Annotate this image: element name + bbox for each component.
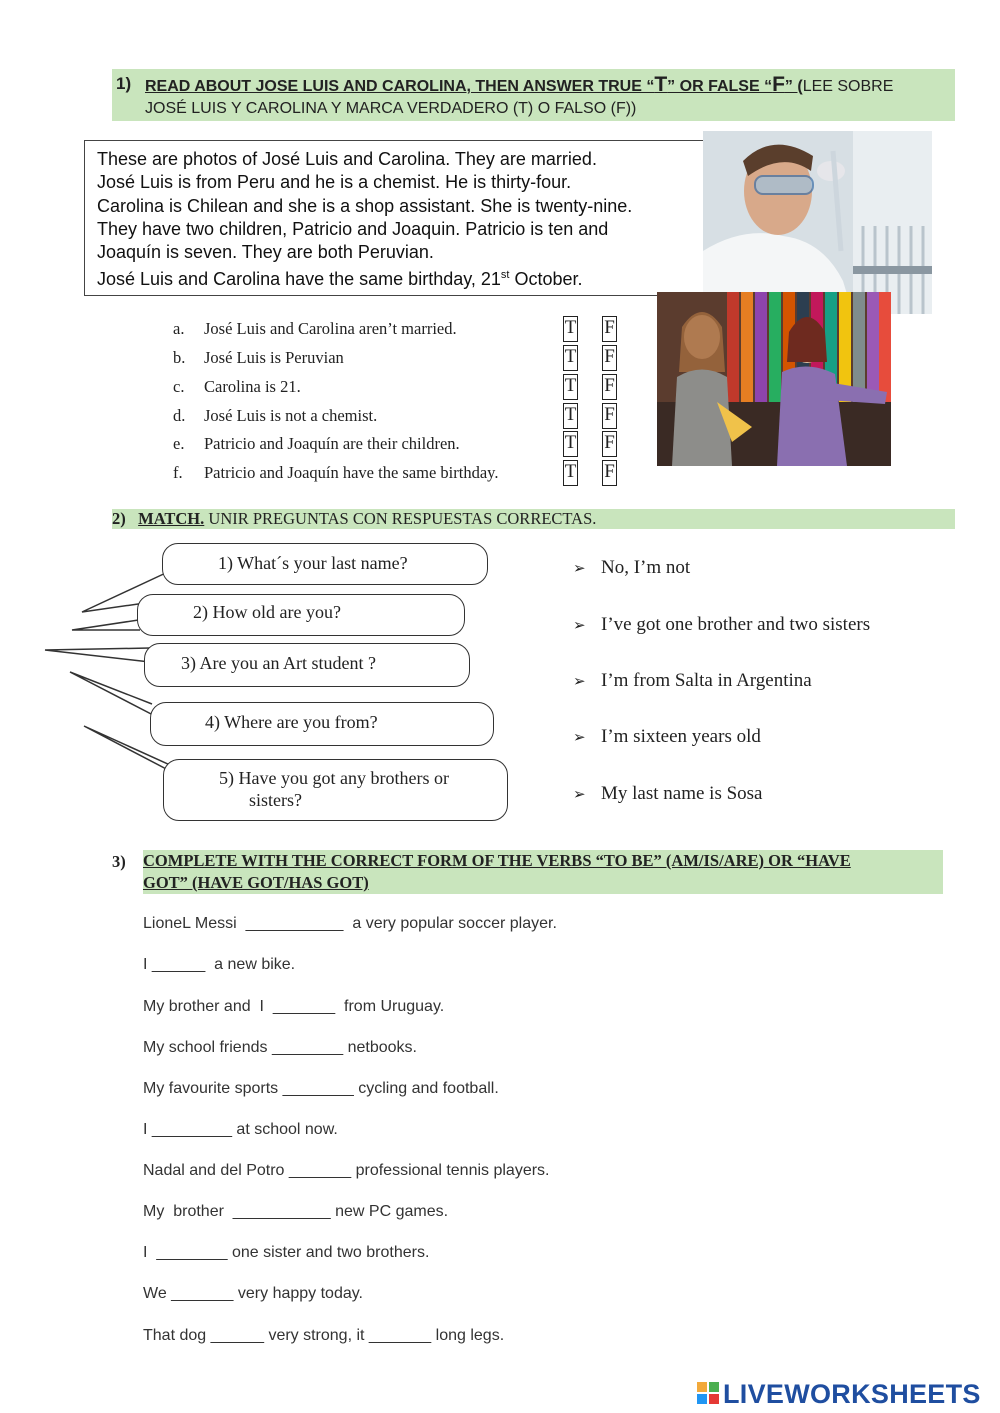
fill-in-sentence[interactable]: My brother and I _______ from Uruguay. xyxy=(143,998,445,1015)
title-T: T xyxy=(654,73,668,96)
answer-text: My last name is Sosa xyxy=(601,783,763,804)
reading-line: José Luis and Carolina have the same birthday, 21st October. xyxy=(97,269,583,290)
logo-text: LIVEWORKSHEETS xyxy=(723,1379,981,1409)
shop-illustration xyxy=(657,292,891,466)
reading-line: José Luis is from Peru and he is a chemist. He is thirty-four. xyxy=(97,172,572,193)
statement-row-f xyxy=(173,458,623,487)
title-part2: ” OR FALSE “ xyxy=(667,78,773,95)
title-spanish-2: JOSÉ LUIS Y CAROLINA Y MARCA VERDADERO (T) O FALSO (F)) xyxy=(145,100,637,117)
statement-row-e xyxy=(173,429,623,458)
answer-item[interactable] xyxy=(573,726,761,748)
true-box[interactable]: T xyxy=(563,345,578,371)
fill-in-sentence[interactable]: My favourite sports ________ cycling and football. xyxy=(143,1080,499,1097)
statement-row-c xyxy=(173,372,623,401)
section2-title xyxy=(112,509,596,529)
statement-text: Carolina is 21. xyxy=(204,377,301,396)
answer-text: I’ve got one brother and two sisters xyxy=(601,614,871,635)
section3-title-line1: COMPLETE WITH THE CORRECT FORM OF THE VERBS “TO BE” (AM/IS/ARE) OR “HAVE xyxy=(143,851,851,870)
true-box[interactable]: T xyxy=(563,460,578,486)
answer-text: I’m sixteen years old xyxy=(601,726,761,747)
reading-line: These are photos of José Luis and Carolina. They are married. xyxy=(97,149,597,169)
answer-item[interactable] xyxy=(573,783,763,805)
fill-in-sentence[interactable]: LioneL Messi ___________ a very popular soccer player. xyxy=(143,915,557,932)
shop-assistant-photo xyxy=(657,292,891,466)
fill-in-sentence[interactable]: I _________ at school now. xyxy=(143,1121,338,1138)
statement-letter: a. xyxy=(173,319,185,338)
statement-text: José Luis and Carolina aren’t married. xyxy=(204,319,457,338)
answer-text: I’m from Salta in Argentina xyxy=(601,670,812,691)
fill-in-sentence[interactable]: That dog ______ very strong, it _______ long legs. xyxy=(143,1327,505,1344)
statement-letter: d. xyxy=(173,406,186,425)
question-bubble-4[interactable] xyxy=(150,702,494,746)
question-bubble-2[interactable] xyxy=(137,594,465,636)
fill-in-sentence[interactable]: I ________ one sister and two brothers. xyxy=(143,1244,430,1261)
chemist-photo xyxy=(703,131,932,314)
arrow-bullet-icon: ➢ xyxy=(573,561,586,577)
question-text: 5) Have you got any brothers or xyxy=(219,768,449,788)
liveworksheets-logo-icon xyxy=(697,1382,719,1404)
arrow-bullet-icon: ➢ xyxy=(573,674,586,690)
answer-item[interactable] xyxy=(573,557,690,579)
section2-title-bold: MATCH. xyxy=(138,509,205,528)
chemist-illustration xyxy=(703,131,932,314)
arrow-bullet-icon: ➢ xyxy=(573,618,586,634)
question-bubble-5[interactable] xyxy=(163,759,508,821)
question-bubble-3[interactable] xyxy=(144,643,470,687)
true-box[interactable]: T xyxy=(563,431,578,457)
statement-row-b xyxy=(173,343,623,372)
fill-in-sentence[interactable]: We _______ very happy today. xyxy=(143,1285,363,1302)
question-text: 1) What´s your last name? xyxy=(218,553,408,573)
question-bubble-1[interactable] xyxy=(162,543,488,585)
false-box[interactable]: F xyxy=(602,316,617,342)
statement-text: Patricio and Joaquín are their children. xyxy=(204,434,460,453)
section3-number: 3) xyxy=(112,852,126,871)
section1-number: 1) xyxy=(116,74,132,93)
statement-letter: b. xyxy=(173,348,186,367)
answer-text: No, I’m not xyxy=(601,557,691,578)
section3-title xyxy=(143,850,943,894)
section2-number: 2) xyxy=(112,509,126,528)
fill-in-sentence[interactable]: Nadal and del Potro _______ professional tennis players. xyxy=(143,1162,550,1179)
title-part3: ” ( xyxy=(784,78,803,95)
statement-text: José Luis is not a chemist. xyxy=(204,406,378,425)
false-box[interactable]: F xyxy=(602,431,617,457)
section3-title-line2: GOT” (HAVE GOT/HAS GOT) xyxy=(143,873,369,892)
false-box[interactable]: F xyxy=(602,374,617,400)
reading-line: They have two children, Patricio and Joaquin. Patricio is ten and xyxy=(97,218,609,239)
reading-line: Joaquín is seven. They are both Peruvian. xyxy=(97,242,434,263)
statement-letter: c. xyxy=(173,377,185,396)
false-box[interactable]: F xyxy=(602,345,617,371)
arrow-bullet-icon: ➢ xyxy=(573,787,586,803)
fill-in-sentence[interactable]: My school friends ________ netbooks. xyxy=(143,1039,417,1056)
question-text: 4) Where are you from? xyxy=(205,712,378,732)
statement-letter: f. xyxy=(173,463,183,482)
section1-title xyxy=(145,74,945,120)
statement-text: José Luis is Peruvian xyxy=(204,348,344,367)
question-text: 3) Are you an Art student ? xyxy=(181,653,376,673)
reading-box xyxy=(84,140,704,296)
question-text: sisters? xyxy=(249,790,302,810)
false-box[interactable]: F xyxy=(602,460,617,486)
question-text: 2) How old are you? xyxy=(193,602,341,622)
title-spanish-1: LEE SOBRE xyxy=(802,78,894,95)
fill-in-sentence[interactable]: My brother ___________ new PC games. xyxy=(143,1203,449,1220)
statement-text: Patricio and Joaquín have the same birthday. xyxy=(204,463,499,482)
title-part1: READ ABOUT JOSE LUIS AND CAROLINA, THEN ANSWER TRUE “ xyxy=(145,78,655,95)
section2-title-rest: UNIR PREGUNTAS CON RESPUESTAS CORRECTAS. xyxy=(204,509,597,528)
arrow-bullet-icon: ➢ xyxy=(573,730,586,746)
reading-line: Carolina is Chilean and she is a shop assistant. She is twenty-nine. xyxy=(97,195,633,216)
fill-in-sentence[interactable]: I ______ a new bike. xyxy=(143,956,296,973)
true-box[interactable]: T xyxy=(563,316,578,342)
answer-item[interactable] xyxy=(573,614,870,636)
answer-item[interactable] xyxy=(573,670,812,692)
statement-letter: e. xyxy=(173,434,185,453)
true-box[interactable]: T xyxy=(563,374,578,400)
statement-row-a xyxy=(173,314,623,343)
title-F: F xyxy=(772,73,785,96)
false-box[interactable]: F xyxy=(602,403,617,429)
statement-row-d xyxy=(173,401,623,430)
true-box[interactable]: T xyxy=(563,403,578,429)
